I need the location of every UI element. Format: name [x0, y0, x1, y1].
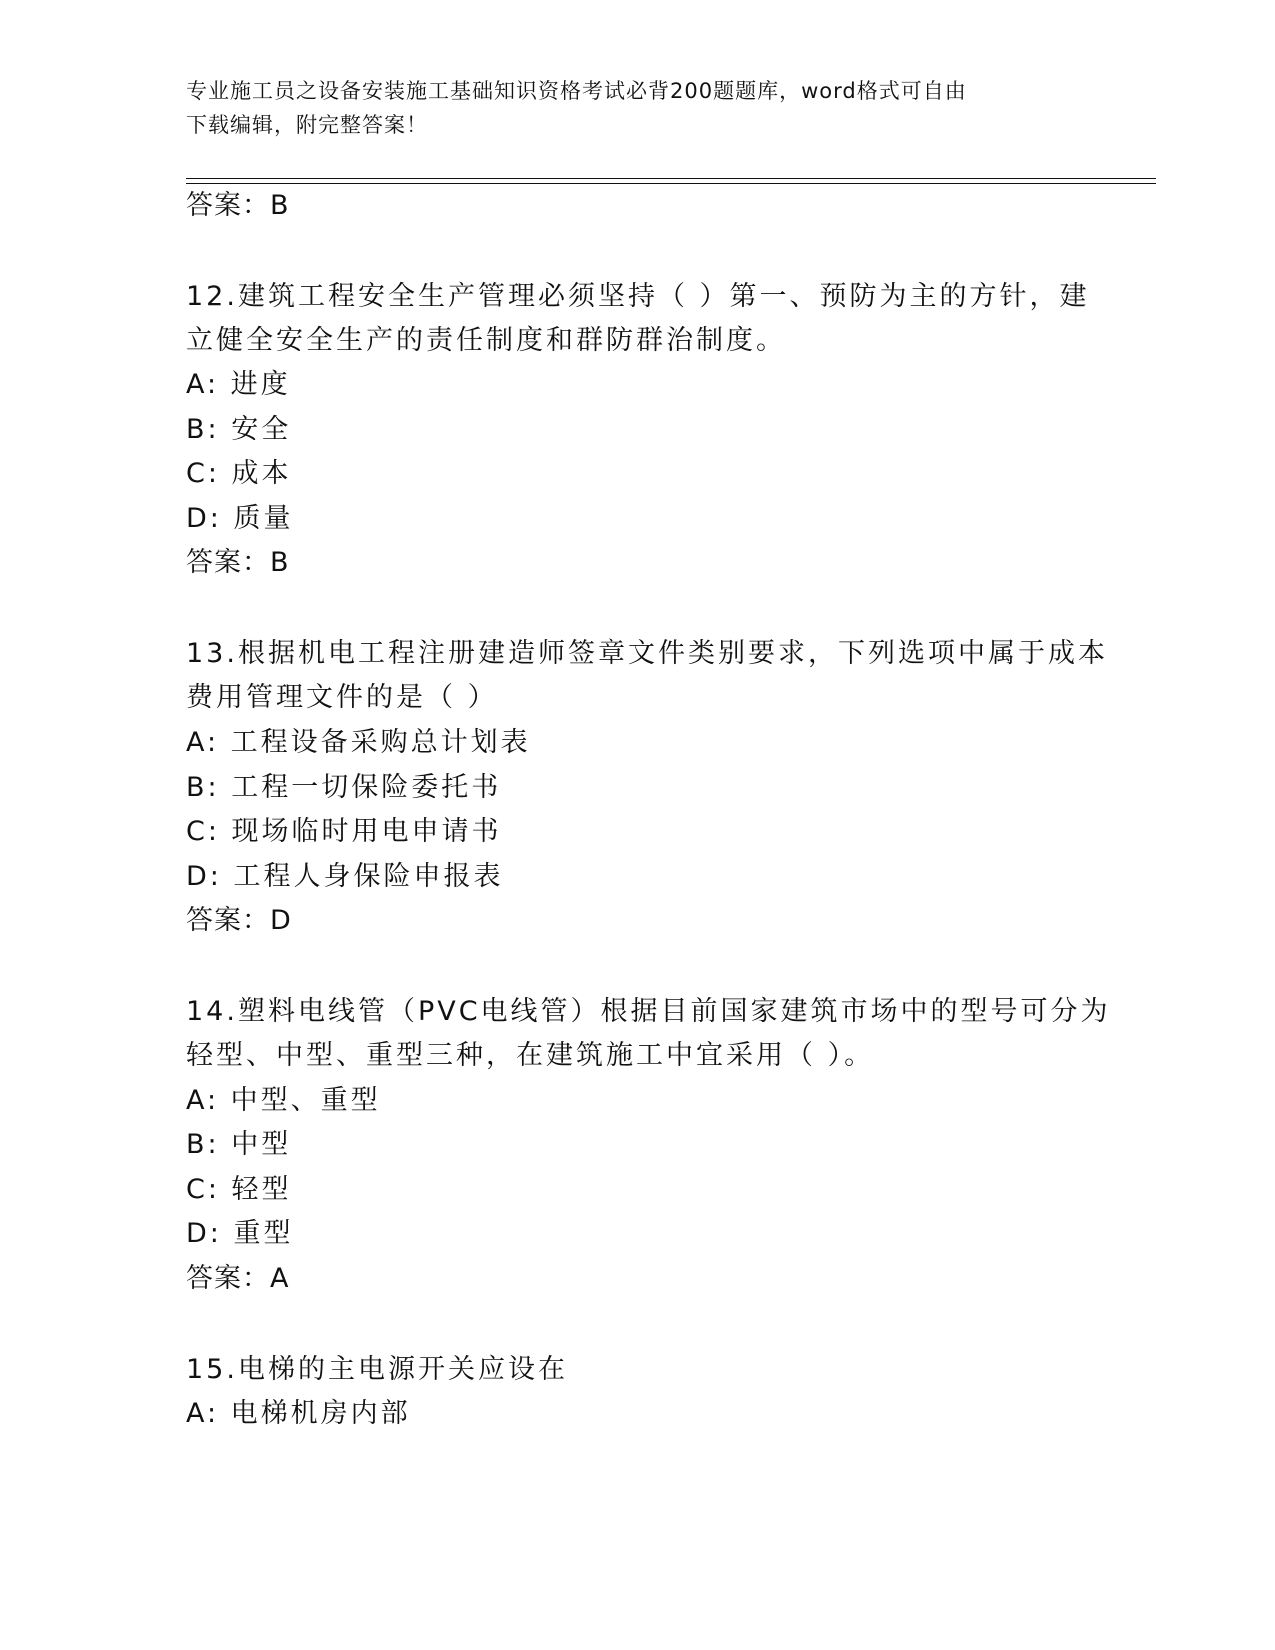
question-13-stem-line-1: 13.根据机电工程注册建造师签章文件类别要求，下列选项中属于成本: [186, 638, 1108, 669]
question-15-stem-line-1: 15.电梯的主电源开关应设在: [186, 1354, 568, 1385]
question-12-stem-line-2: 立健全安全生产的责任制度和群防群治制度。: [186, 325, 786, 356]
question-12-option-a: A: 进度: [186, 369, 291, 400]
answer-q12: 答案：B: [186, 547, 290, 578]
question-13-stem-line-2: 费用管理文件的是（ ）: [186, 682, 498, 713]
question-14-stem-line-1: 14.塑料电线管（PVC电线管）根据目前国家建筑市场中的型号可分为: [186, 996, 1111, 1027]
answer-q11: 答案：B: [186, 190, 290, 221]
question-15-option-a: A: 电梯机房内部: [186, 1398, 411, 1429]
question-14-stem-line-2: 轻型、中型、重型三种，在建筑施工中宜采用（ ）。: [186, 1040, 875, 1071]
question-13-option-c: C: 现场临时用电申请书: [186, 816, 502, 847]
question-13-option-d: D: 工程人身保险申报表: [186, 861, 504, 892]
question-13-option-b: B: 工程一切保险委托书: [186, 772, 502, 803]
question-14-option-b: B: 中型: [186, 1129, 292, 1160]
question-12-option-c: C: 成本: [186, 458, 292, 489]
question-14-option-c: C: 轻型: [186, 1174, 292, 1205]
question-14-option-d: D: 重型: [186, 1218, 294, 1249]
question-13-option-a: A: 工程设备采购总计划表: [186, 727, 531, 758]
question-12-option-d: D: 质量: [186, 503, 294, 534]
question-14-option-a: A: 中型、重型: [186, 1085, 381, 1116]
header-divider-top: [186, 178, 1156, 179]
header-line-1: 专业施工员之设备安装施工基础知识资格考试必背200题题库，word格式可自由: [186, 79, 967, 103]
answer-q13: 答案：D: [186, 905, 292, 936]
question-12-stem-line-1: 12.建筑工程安全生产管理必须坚持（ ）第一、预防为主的方针，建: [186, 281, 1090, 312]
header-divider-bottom: [186, 183, 1156, 184]
question-12-option-b: B: 安全: [186, 414, 292, 445]
document-header: [186, 74, 1086, 142]
header-line-2: 下载编辑，附完整答案！: [186, 113, 428, 137]
answer-q14: 答案：A: [186, 1263, 290, 1294]
